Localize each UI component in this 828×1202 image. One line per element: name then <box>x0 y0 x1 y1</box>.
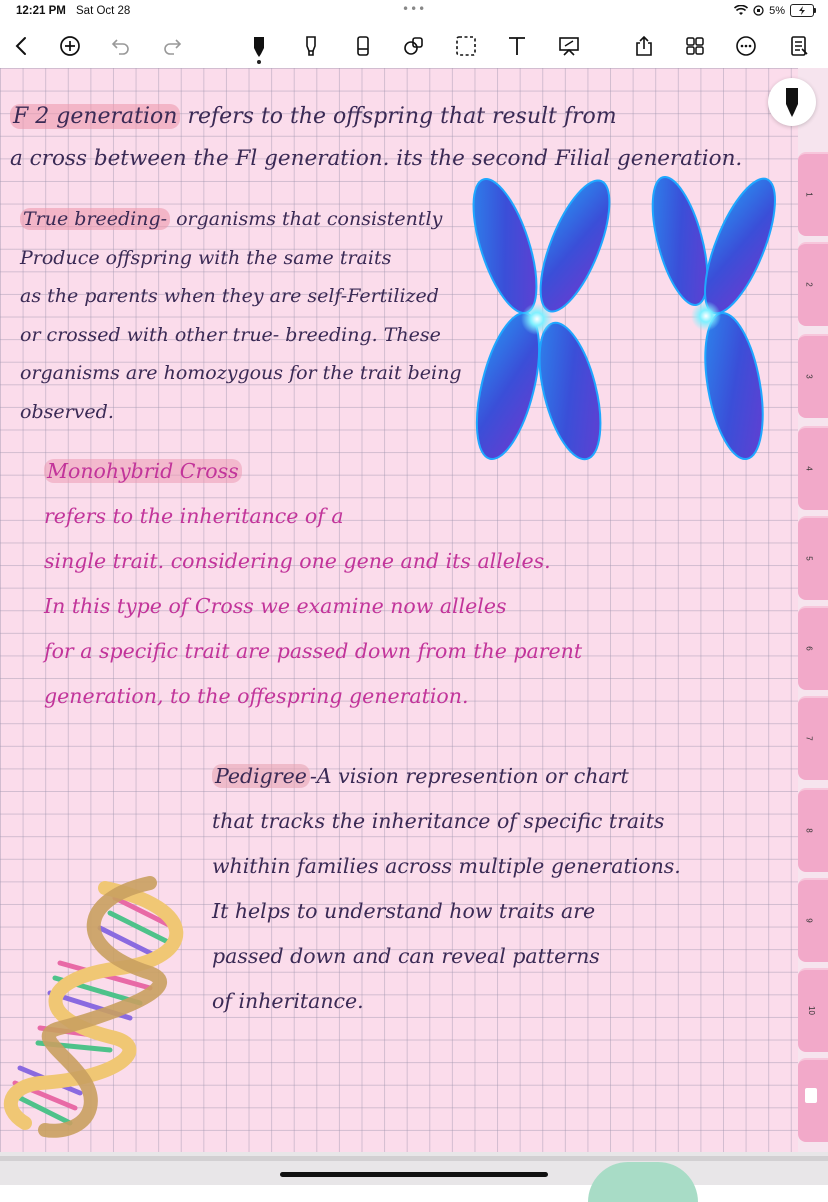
chromosome-left <box>470 176 623 465</box>
tab-8[interactable]: 8 <box>798 788 828 872</box>
back-icon[interactable] <box>8 32 36 60</box>
tab-add-page[interactable] <box>798 1058 828 1142</box>
pedigree-term: Pedigree <box>212 764 310 788</box>
true-breeding-line1: organisms that consistently <box>170 208 443 230</box>
true-breeding-line6: observed. <box>20 400 114 423</box>
status-indicators <box>734 4 814 17</box>
tab-10[interactable]: 10 <box>798 968 828 1052</box>
true-breeding-highlight: True breeding- <box>20 208 170 230</box>
pedigree-line3: whithin families across multiple generations. <box>212 854 681 878</box>
tab-9[interactable]: 9 <box>798 878 828 962</box>
grid-view-icon[interactable] <box>681 32 709 60</box>
true-breeding-line3: as the parents when they are self-Fertilized <box>20 285 439 307</box>
tab-7[interactable]: 7 <box>798 696 828 780</box>
tab-2[interactable]: 2 <box>798 242 828 326</box>
note-monohybrid <box>44 449 582 719</box>
home-indicator[interactable] <box>280 1172 548 1177</box>
pedigree-line4: It helps to understand how traits are <box>212 899 596 923</box>
battery-percent: 5% <box>769 4 785 17</box>
wifi-icon <box>734 5 748 16</box>
bottom-bar <box>0 1152 828 1185</box>
chromosome-right <box>642 176 790 463</box>
note-f2-highlight: F 2 generation <box>10 104 180 129</box>
active-pen-indicator[interactable] <box>768 78 816 126</box>
battery-icon <box>790 4 814 17</box>
shapes-icon[interactable] <box>400 32 428 60</box>
tab-4[interactable]: 4 <box>798 426 828 510</box>
note-f2-line2: a cross between the Fl generation. its the second Filial generation. <box>10 146 743 171</box>
tab-6[interactable]: 6 <box>798 606 828 690</box>
document-icon <box>805 1088 817 1103</box>
pedigree-line2: that tracks the inheritance of specific traits <box>212 809 665 833</box>
more-icon[interactable] <box>732 32 760 60</box>
notebook-icon[interactable] <box>785 32 813 60</box>
pedigree-line6: of inheritance. <box>212 989 364 1013</box>
pedigree-line5: passed down and can reveal patterns <box>212 944 600 968</box>
active-tool-indicator <box>257 60 261 64</box>
undo-icon[interactable] <box>107 32 135 60</box>
true-breeding-line5: organisms are homozygous for the trait being <box>20 362 462 384</box>
status-date: Sat Oct 28 <box>76 5 131 17</box>
text-icon[interactable] <box>503 32 531 60</box>
tab-1[interactable]: 1 <box>798 152 828 236</box>
pedigree-line1: -A vision represention or chart <box>309 764 629 788</box>
status-time: 12:21 PM <box>16 5 66 17</box>
monohybrid-line4: for a specific trait are passed down from the parent <box>44 639 583 663</box>
toolbar <box>0 24 828 68</box>
dna-sticker-image[interactable] <box>0 868 200 1138</box>
note-true-breeding <box>20 200 462 431</box>
highlighter-icon[interactable] <box>297 32 325 60</box>
monohybrid-title: Monohybrid Cross <box>44 459 242 483</box>
add-icon[interactable] <box>56 32 84 60</box>
eraser-icon[interactable] <box>349 32 377 60</box>
note-f2-line1 <box>10 104 617 129</box>
note-pedigree <box>212 754 681 1024</box>
monohybrid-line5: generation, to the offespring generation. <box>44 684 469 708</box>
status-bar <box>0 0 828 24</box>
monohybrid-line3: In this type of Cross we examine now alleles <box>44 594 507 618</box>
chromosome-image[interactable] <box>470 176 790 466</box>
section-tabs <box>798 68 828 1152</box>
true-breeding-line4: or crossed with other true- breeding. These <box>20 323 441 346</box>
tab-3[interactable]: 3 <box>798 334 828 418</box>
multitasking-dots-icon[interactable]: ••• <box>402 2 427 16</box>
true-breeding-line2: Produce offspring with the same traits <box>20 246 392 269</box>
pen-icon <box>782 86 802 118</box>
monohybrid-line2: single trait. considering one gene and its alleles. <box>44 549 551 573</box>
monohybrid-line1: refers to the inheritance of a <box>44 504 344 528</box>
share-icon[interactable] <box>630 32 658 60</box>
pen-icon[interactable] <box>245 32 273 60</box>
note-page[interactable] <box>0 68 798 1152</box>
orientation-lock-icon <box>753 5 764 16</box>
laser-pointer-icon[interactable] <box>555 32 583 60</box>
note-f2-line1-text: refers to the offspring that result from <box>180 104 617 129</box>
redo-icon[interactable] <box>158 32 186 60</box>
lasso-icon[interactable] <box>452 32 480 60</box>
tab-5[interactable]: 5 <box>798 516 828 600</box>
